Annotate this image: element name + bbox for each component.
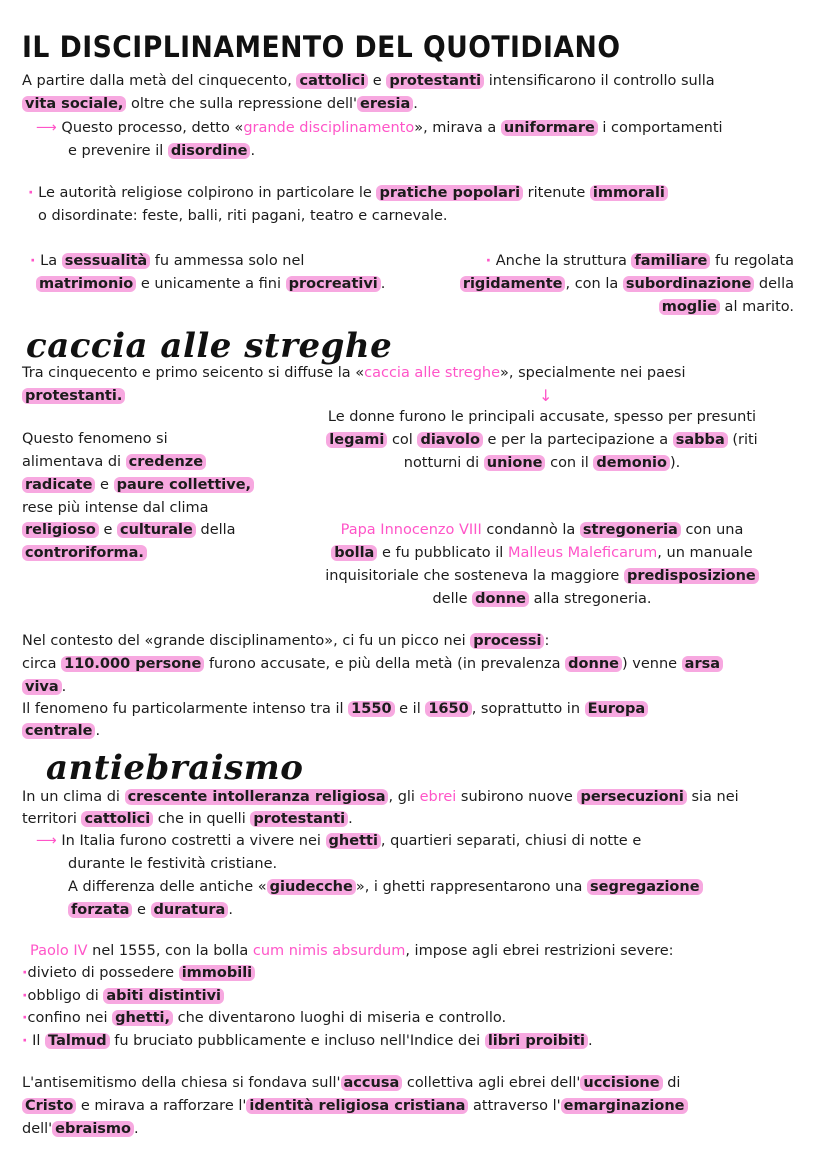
intro-line-1: A partire dalla metà del cinquecento, cattolici e protestanti intensificarono il controllo sulla <box>22 73 715 89</box>
bullet-icon: · <box>22 1010 28 1026</box>
restriction-item-3: ·confino nei ghetti, che diventarono luoghi di miseria e controllo. <box>22 1010 507 1026</box>
down-arrow-icon: ↓ <box>539 386 553 405</box>
family-line-1: · Anche la struttura familiare fu regolata <box>485 253 794 269</box>
phenomenon-line-3: radicate e paure collettive, <box>22 474 254 497</box>
paolo-line: Paolo IV nel 1555, con la bolla cum nimis absurdum, impose agli ebrei restrizioni severe: <box>30 943 674 959</box>
pope-line-2: bolla e fu pubblicato il Malleus Maleficarum, un manuale <box>262 542 822 565</box>
witch-intro-1: Tra cinquecento e primo seicento si diffuse la «caccia alle streghe», specialmente nei paesi <box>22 365 686 381</box>
trials-line-5: centrale . <box>22 720 100 743</box>
section-heading-witch-hunt: caccia alle streghe <box>26 326 393 366</box>
arrow-icon: ⟶ <box>36 120 57 136</box>
jews-intro-2: territori cattolici che in quelli protestanti . <box>22 811 353 827</box>
bullet-icon: · <box>22 988 28 1004</box>
process-line-1: ⟶ Questo processo, detto «grande disciplinamento», mirava a uniformare i comportamenti <box>36 120 723 136</box>
restriction-item-2: ·obbligo di abiti distintivi <box>22 985 224 1008</box>
bullet-authorities-1: · Le autorità religiose colpirono in particolare le pratiche popolari ritenute immorali <box>28 182 668 205</box>
page-title: IL DISCIPLINAMENTO DEL QUOTIDIANO <box>22 30 621 64</box>
phenomenon-line-2: alimentava di credenze <box>22 451 206 474</box>
arrow-icon: ⟶ <box>36 833 57 849</box>
restriction-item-1: ·divieto di possedere immobili <box>22 962 255 985</box>
antisemitism-line-2: Cristo e mirava a rafforzare l' identità religiosa cristiana attraverso l' emarginazione <box>22 1095 688 1118</box>
section-heading-antijudaism: antiebraismo <box>46 748 304 788</box>
sexuality-line-2: matrimonio e unicamente a fini procreativi . <box>36 273 385 296</box>
pope-line-3: inquisitoriale che sosteneva la maggiore predisposizione <box>262 565 822 588</box>
family-line-2: rigidamente , con la subordinazione della <box>460 273 794 296</box>
sexuality-line-1: · La sessualità fu ammessa solo nel <box>30 253 305 269</box>
bullet-icon: · <box>28 185 34 201</box>
process-line-2: e prevenire il disordine . <box>68 143 256 159</box>
bullet-icon: · <box>30 253 36 269</box>
ghetti-line-3: A differenza delle antiche « giudecche », i ghetti rappresentarono una segregazione <box>68 876 703 899</box>
women-line-3: notturni di unione con il demonio ). <box>403 455 681 471</box>
antisemitism-line-3: dell' ebraismo . <box>22 1121 139 1137</box>
witch-intro-2: protestanti. <box>22 385 125 408</box>
antisemitism-line-1: L'antisemitismo della chiesa si fondava sull' accusa collettiva agli ebrei dell' uccisione di <box>22 1075 681 1091</box>
ghetti-line-2: durante le festività cristiane. <box>68 856 278 872</box>
ghetti-line-4: forzata e duratura . <box>68 899 233 922</box>
women-line-1: Le donne furono le principali accusate, spesso per presunti <box>327 409 757 425</box>
family-line-3: moglie al marito. <box>659 296 794 319</box>
phenomenon-line-1: Questo fenomeno si <box>22 431 168 447</box>
bullet-authorities-2: o disordinate: feste, balli, riti pagani, teatro e carnevale. <box>38 208 448 224</box>
jews-intro-1: In un clima di crescente intolleranza religiosa , gli ebrei subirono nuove persecuzioni sia nei <box>22 789 739 805</box>
phenomenon-line-4: rese più intense dal clima <box>22 500 209 516</box>
trials-line-4: Il fenomeno fu particolarmente intenso tra il 1550 e il 1650 , soprattutto in Europa <box>22 698 648 721</box>
phenomenon-line-5: religioso e culturale della <box>22 519 236 542</box>
phenomenon-line-6: controriforma. <box>22 542 147 565</box>
pope-line-1: Papa Innocenzo VIII condannò la stregoneria con una <box>340 522 744 538</box>
intro-line-2: vita sociale, oltre che sulla repressione dell' eresia . <box>22 93 418 116</box>
ghetti-line-1: ⟶ In Italia furono costretti a vivere nei ghetti , quartieri separati, chiusi di notte e <box>36 833 642 849</box>
bullet-icon: · <box>22 1033 28 1049</box>
trials-line-2: circa 110.000 persone furono accusate, e più della metà (in prevalenza donne ) venne arsa <box>22 653 723 676</box>
trials-line-3: viva . <box>22 676 66 699</box>
restriction-item-4: · Il Talmud fu bruciato pubblicamente e incluso nell'Indice dei libri proibiti . <box>22 1033 593 1049</box>
pope-line-4: delle donne alla stregoneria. <box>432 591 652 607</box>
bullet-icon: · <box>22 965 28 981</box>
women-line-2: legami col diavolo e per la partecipazione a sabba (riti <box>262 429 822 452</box>
trials-line-1: Nel contesto del «grande disciplinamento», ci fu un picco nei processi : <box>22 633 550 649</box>
bullet-icon: · <box>485 253 492 269</box>
